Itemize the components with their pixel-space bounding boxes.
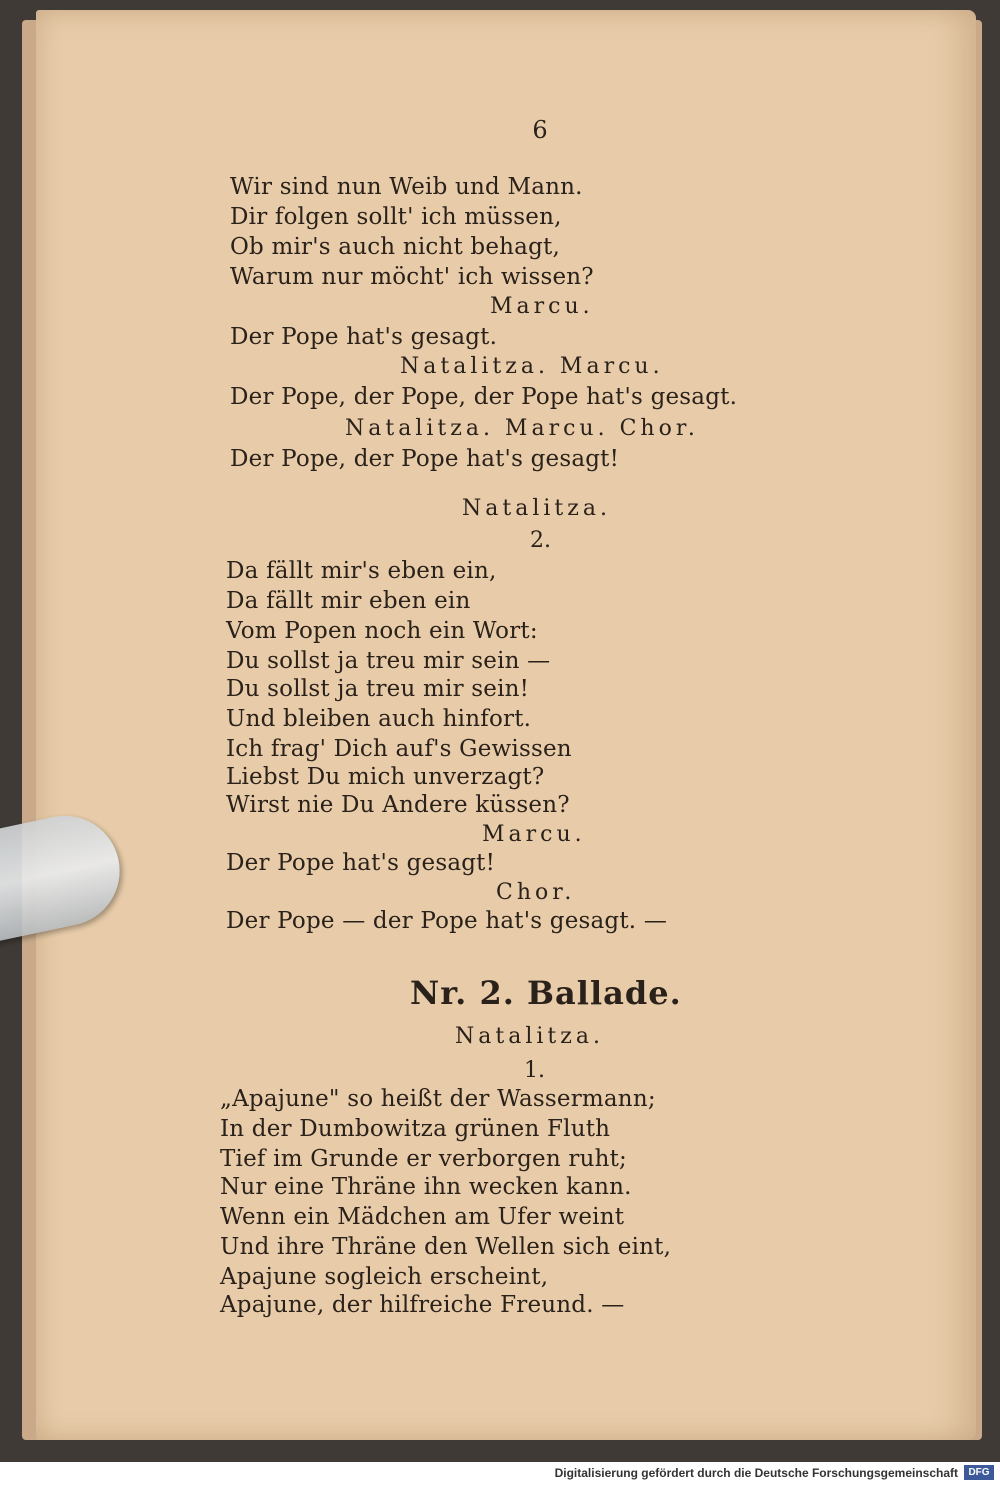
speaker-duet: Natalitza. Marcu. xyxy=(400,354,664,379)
text-line: Da fällt mir eben ein xyxy=(226,588,471,614)
text-line: Apajune sogleich erscheint, xyxy=(220,1264,549,1290)
text-line: Der Pope hat's gesagt! xyxy=(226,850,496,876)
text-line: Ich frag' Dich auf's Gewissen xyxy=(226,736,572,762)
text-line: Apajune, der hilfreiche Freund. — xyxy=(220,1292,625,1318)
text-line: Der Pope hat's gesagt. xyxy=(230,324,498,350)
section-heading: Nr. 2. Ballade. xyxy=(410,974,682,1012)
text-line: Wirst nie Du Andere küssen? xyxy=(226,792,570,818)
text-line: Du sollst ja treu mir sein — xyxy=(226,648,551,674)
text-line: Der Pope, der Pope hat's gesagt! xyxy=(230,446,620,472)
text-line: Ob mir's auch nicht behagt, xyxy=(230,234,560,260)
text-line: Dir folgen sollt' ich müssen, xyxy=(230,204,562,230)
speaker-marcu: Marcu. xyxy=(482,822,586,847)
text-line: Du sollst ja treu mir sein! xyxy=(226,676,530,702)
speaker-natalitza: Natalitza. xyxy=(455,1024,604,1049)
text-line: Tief im Grunde er verborgen ruht; xyxy=(220,1146,627,1172)
text-line: Wir sind nun Weib und Mann. xyxy=(230,174,583,200)
text-line: „Apajune" so heißt der Wassermann; xyxy=(220,1086,656,1112)
text-line: Der Pope, der Pope, der Pope hat's gesagt. xyxy=(230,384,738,410)
text-line: Da fällt mir's eben ein, xyxy=(226,558,497,584)
speaker-marcu: Marcu. xyxy=(490,294,594,319)
text-line: Liebst Du mich unverzagt? xyxy=(226,764,545,790)
text-line: Und ihre Thräne den Wellen sich eint, xyxy=(220,1234,672,1260)
page-number: 6 xyxy=(532,116,548,144)
speaker-chor: Chor. xyxy=(496,880,576,905)
text-line: Vom Popen noch ein Wort: xyxy=(226,618,538,644)
dfg-logo: DFG xyxy=(964,1465,994,1480)
speaker-natalitza: Natalitza. xyxy=(462,496,611,521)
text-line: Und bleiben auch hinfort. xyxy=(226,706,532,732)
text-line: Nur eine Thräne ihn wecken kann. xyxy=(220,1174,632,1200)
text-line: Der Pope — der Pope hat's gesagt. — xyxy=(226,908,668,934)
speaker-trio: Natalitza. Marcu. Chor. xyxy=(345,416,699,441)
verse-number: 1. xyxy=(524,1058,545,1083)
digitization-footer xyxy=(0,1462,1000,1485)
footer-credit: Digitalisierung gefördert durch die Deutsche Forschungsgemeinschaft xyxy=(554,1466,958,1480)
verse-number: 2. xyxy=(530,528,551,553)
text-line: Warum nur möcht' ich wissen? xyxy=(230,264,594,290)
text-line: Wenn ein Mädchen am Ufer weint xyxy=(220,1204,625,1230)
text-line: In der Dumbowitza grünen Fluth xyxy=(220,1116,611,1142)
